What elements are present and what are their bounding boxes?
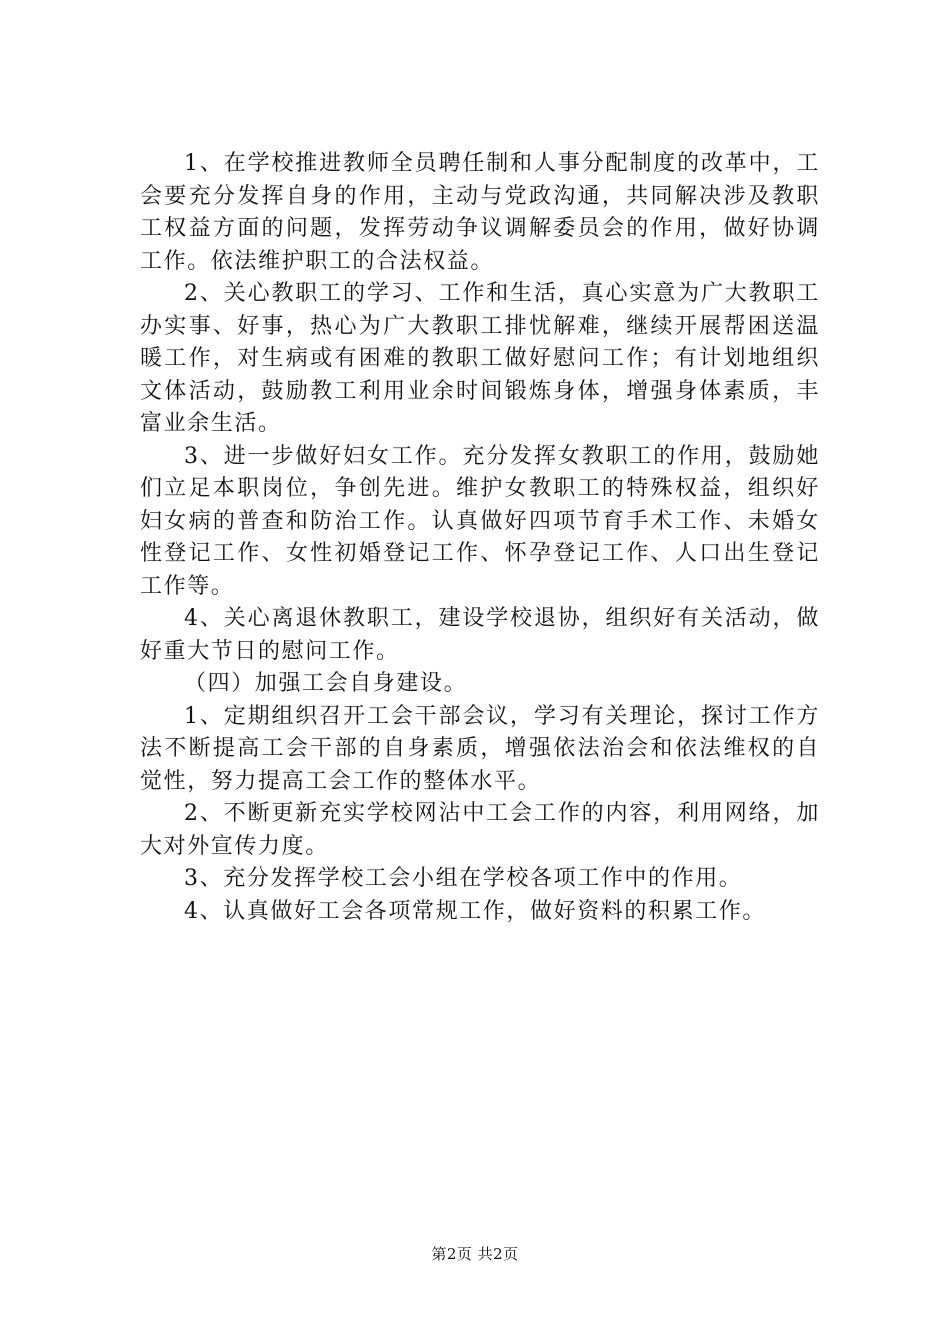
paragraph-5: 1、定期组织召开工会干部会议，学习有关理论，探讨工作方法不断提高工会干部的自身素质，增强依法治会和依法维权的自觉性，努力提高工会工作的整体水平。 — [140, 703, 820, 794]
paragraph-1: 1、在学校推进教师全员聘任制和人事分配制度的改革中，工会要充分发挥自身的作用，主动与党政沟通，共同解决涉及教职工权益方面的问题，发挥劳动争议调解委员会的作用，做好协调工作。依法维护职工的合法权益。 — [140, 151, 820, 274]
page-number: 第2页 共2页 — [431, 1245, 519, 1263]
page-footer — [0, 1244, 950, 1264]
paragraph-8: 4、认真做好工会各项常规工作，做好资料的积累工作。 — [184, 898, 766, 924]
document-body — [140, 148, 820, 928]
paragraph-3: 3、进一步做好妇女工作。充分发挥女教职工的作用，鼓励她们立足本职岗位，争创先进。维护女教职工的特殊权益，组织好妇女病的普查和防治工作。认真做好四项节育手术工作、未婚女性登记工作、女性初婚登记工作、怀孕登记工作、人口出生登记工作等。 — [140, 443, 820, 599]
paragraph-2: 2、关心教职工的学习、工作和生活，真心实意为广大教职工办实事、好事，热心为广大教职工排忧解难，继续开展帮困送温暖工作，对生病或有困难的教职工做好慰问工作；有计划地组织文体活动，鼓励教工利用业余时间锻炼身体，增强身体素质，丰富业余生活。 — [140, 281, 820, 436]
section-heading: （四）加强工会自身建设。 — [184, 671, 468, 696]
paragraph-6: 2、不断更新充实学校网沾中工会工作的内容，利用网络，加大对外宣传力度。 — [140, 801, 820, 859]
paragraph-4: 4、关心离退休教职工，建设学校退协，组织好有关活动，做好重大节日的慰问工作。 — [140, 606, 820, 664]
paragraph-7: 3、充分发挥学校工会小组在学校各项工作中的作用。 — [184, 866, 743, 891]
